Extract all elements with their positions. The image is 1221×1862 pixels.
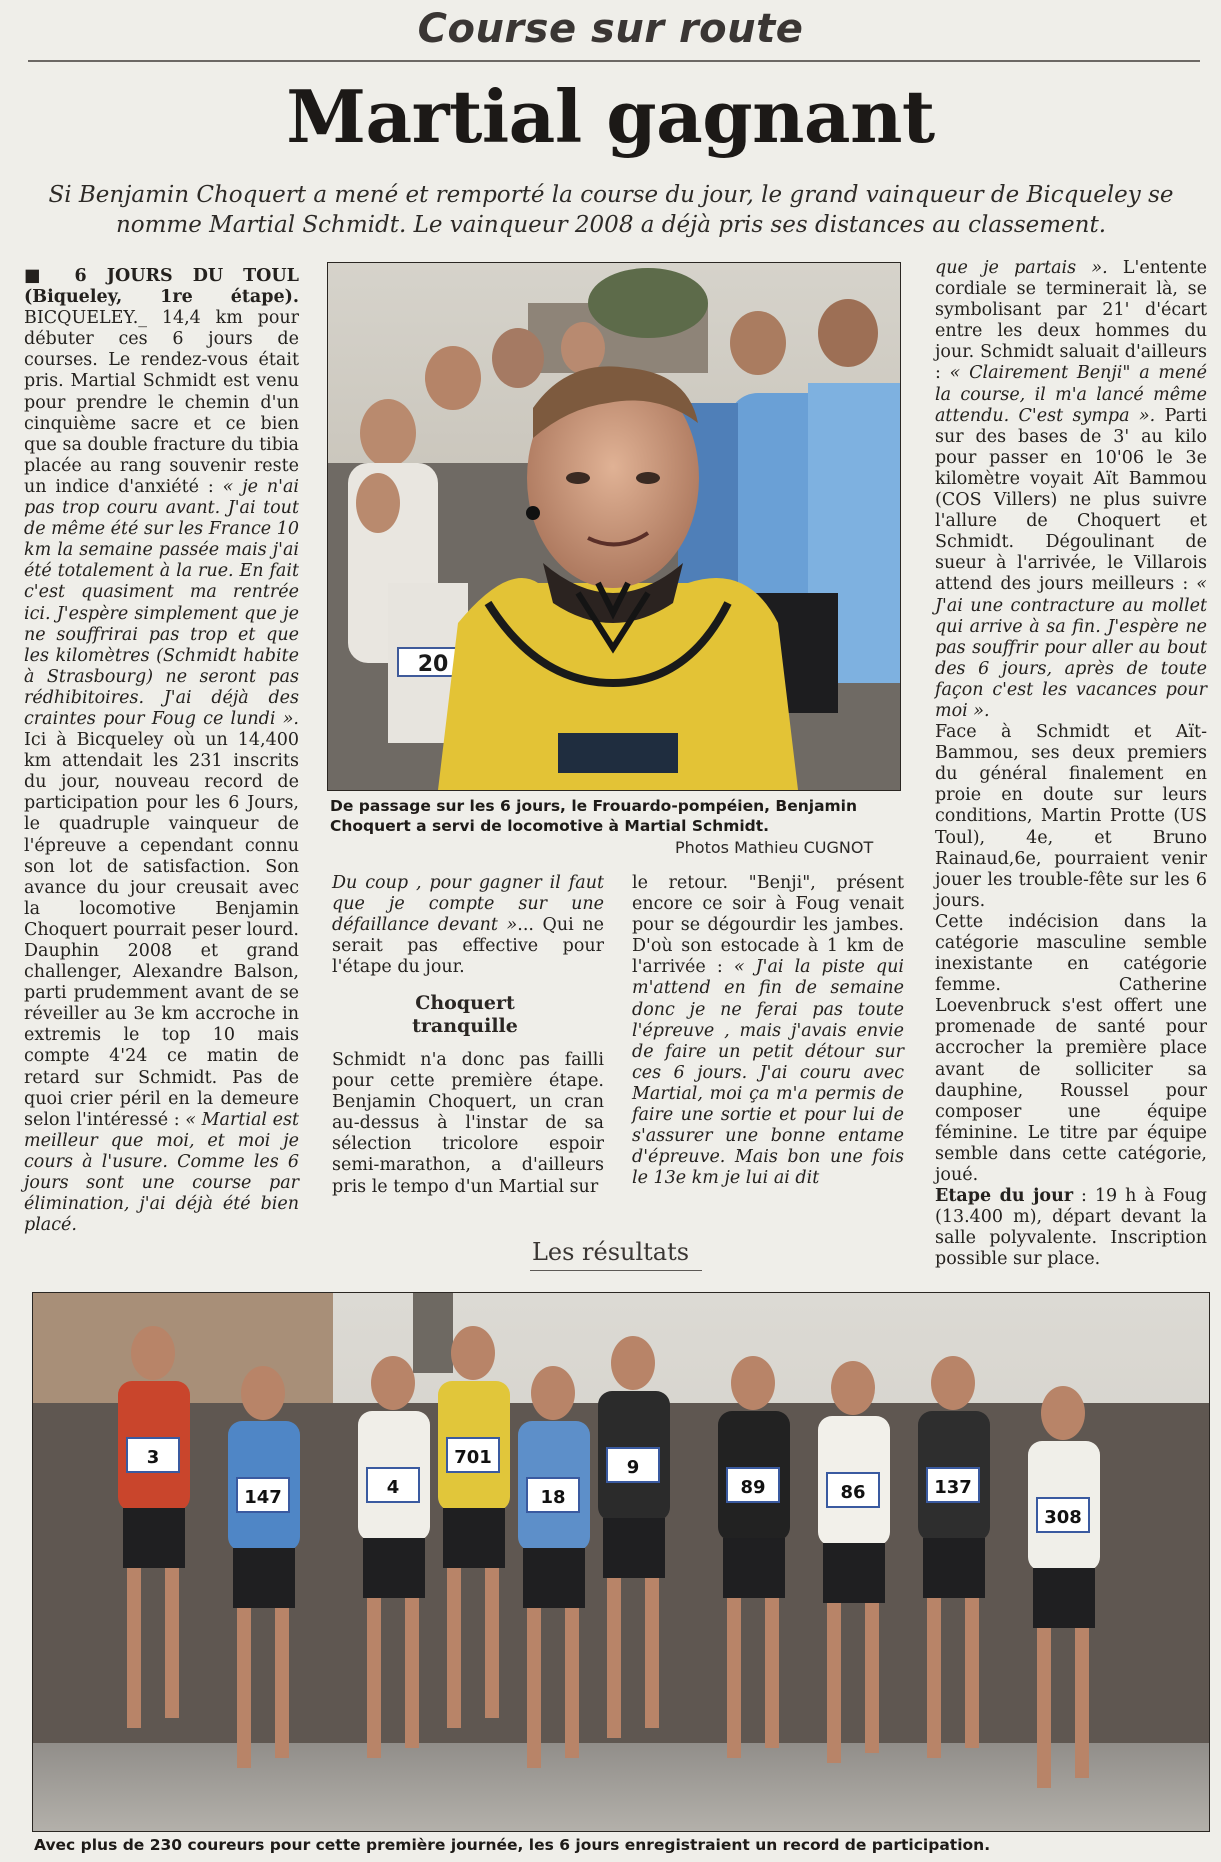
- bib-number: 3: [146, 1447, 160, 1468]
- article-column-1: [24, 266, 299, 1236]
- col4-quote3: « J'ai une contracture au mollet qui arrive à sa fin. J'espère ne pas souffrir pour aller au bout des 6 jours, après de toute façon c'est les vacances pour moi ».: [935, 574, 1207, 721]
- bib-number: 147: [244, 1487, 282, 1508]
- col4-p2: Parti sur des bases de 3' au kilo pour passer en 10'06 le 3e kilomètre voyait Aït Bammou (COS Villers) ne plus suivre l'allure de Choquert et Schmidt. Dégoulinant de sueur à l'arrivée, le Villarois attend des jours meilleurs :: [935, 405, 1207, 595]
- bib-number: 9: [626, 1457, 640, 1478]
- photo-peloton-image: [33, 1293, 1209, 1831]
- col4-p1: L'entente cordiale se terminerait là, se symbolisant par 21' d'écart entre les deux hommes du jour. Schmidt saluait d'ailleurs :: [935, 258, 1207, 384]
- article-column-2: [332, 873, 604, 978]
- results-rule: [530, 1270, 702, 1271]
- col1-quote2: « Martial est meilleur que moi, et moi je cours à l'usure. Comme les 6 jours sont une course par élimination, j'ai déjà été bien placé.: [24, 1109, 299, 1236]
- bib-number: 18: [540, 1487, 566, 1508]
- col2-quote: Du coup , pour gagner il faut que je compte sur une défaillance devant »: [332, 873, 604, 936]
- photo1-caption: De passage sur les 6 jours, le Frouardo-pompéien, Benjamin Choquert a servi de locomotive à Martial Schmidt.: [330, 797, 858, 835]
- subhead-choquert: Choquert tranquille: [412, 992, 518, 1037]
- etape-label: Etape du jour: [935, 1186, 1074, 1207]
- photo-choquert: [327, 262, 901, 791]
- bib-number: 701: [454, 1447, 492, 1468]
- rubric-rule: [28, 60, 1200, 62]
- col3-quote: « J'ai la piste qui m'attend en fin de semaine donc je ne ferai pas toute l'épreuve , mais j'avais envie de faire un petit détour sur ces 6 jours. J'ai couru avec Martial, moi ça m'a permis de faire une sortie et pour lui de s'assurer une bonne entame d'épreuve. Mais bon une fois le 13e km je lui ai dit: [632, 957, 904, 1189]
- etape-text: : 19 h à Foug (13.400 m), départ devant la salle polyvalente. Inscription possible sur place.: [935, 1186, 1207, 1270]
- article-column-2b: [332, 1050, 604, 1198]
- col4-p3: Face à Schmidt et Aït-Bammou, ses deux premiers du général finalement en proie en doute sur leurs conditions, Martin Protte (US Toul), 4e, et Bruno Rainaud,6e, pourraient venir jouer les trouble-fête sur les 6 jours.: [935, 722, 1207, 911]
- photo-choquert-image: [328, 263, 900, 790]
- photo-credit: Photos Mathieu CUGNOT: [675, 838, 874, 857]
- col2-paragraph: Schmidt n'a donc pas failli pour cette première étape. Benjamin Choquert, un cran au-dessus à l'instar de sa sélection tricolore espoir semi-marathon, a d'ailleurs pris le tempo d'un Martial sur: [332, 1050, 604, 1197]
- bib-number: 89: [740, 1477, 766, 1498]
- chapeau: Si Benjamin Choquert a mené et remporté la course du jour, le grand vainqueur de Bicqueley se nomme Martial Schmidt. Le vainqueur 2008 a déjà pris ses distances au classement.: [48, 182, 1174, 238]
- col3-paragraph: le retour. "Benji", présent encore ce soir à Foug venait pour se dégourdir les jambes. D'où son estocade à 1 km de l'arrivée :: [632, 873, 904, 978]
- col1-quote: « je n'ai pas trop couru avant. J'ai tout de même été sur les France 10 km la semaine passée mais j'ai été totalement à la rue. En fait c'est quasiment ma rentrée ici. J'espère simplement que je ne souffrirai pas trop et que les kilomètres (Schmidt habite à Strasbourg) ne seront pas rédhibitoires. J'ai déjà des craintes pour Foug ce lundi ».: [24, 476, 299, 729]
- article-column-3: [632, 873, 904, 1189]
- bib-number: 308: [1044, 1507, 1082, 1528]
- col4-p4: Cette indécision dans la catégorie masculine semble inexistante en catégorie femme. Catherine Loevenbruck s'est offert une promenade de santé pour accrocher la première place avant de solliciter sa dauphine, Roussel pour composer une équipe féminine. Le titre par équipe semble dans cette catégorie, joué.: [935, 911, 1207, 1186]
- col1-intro: BICQUELEY._ 14,4 km pour débuter ces 6 jours de courses. Le rendez-vous était pris. Martial Schmidt est venu pour prendre le chemin d'un cinquième sacre et ce bien que sa double fracture du tibia placée au rang souvenir reste un indice d'anxiété :: [24, 308, 299, 497]
- col2-rest: ... Qui ne serait pas effective pour l'étape du jour.: [332, 915, 605, 978]
- results-title: Les résultats: [531, 1238, 690, 1266]
- kicker: ■ 6 JOURS DU TOUL (Biqueley, 1re étape).: [24, 266, 299, 308]
- photo2-caption: Avec plus de 230 coureurs pour cette première journée, les 6 jours enregistraient un record de participation.: [34, 1836, 991, 1854]
- bib-number: 4: [386, 1477, 400, 1498]
- article-column-4: [935, 258, 1207, 1271]
- col4-quote-start: que je partais ».: [935, 258, 1108, 278]
- col4-quote2: « Clairement Benji" a mené la course, il m'a lancé même attendu. C'est sympa ».: [935, 363, 1207, 426]
- section-rubric: Course sur route: [417, 6, 804, 52]
- bib-number: 86: [840, 1482, 866, 1503]
- bib-number: 137: [934, 1477, 972, 1498]
- photo-peloton: [32, 1292, 1210, 1832]
- bib-number-left: 20: [417, 652, 449, 677]
- col1-rest: Ici à Bicqueley où un 14,400 km attendait les 231 inscrits du jour, nouveau record de participation pour les 6 Jours, le quadruple vainqueur de l'épreuve a cependant connu son lot de satisfaction. Son avance du jour creusait avec la locomotive Benjamin Choquert pourrait peser lourd. Dauphin 2008 et grand challenger, Alexandre Balson, parti prudemment avant de se réveiller au 3e km accroche in extremis le top 10 mais compte 4'24 ce matin de retard sur Schmidt. Pas de quoi crier péril en la demeure selon l'intéressé :: [24, 730, 299, 1130]
- headline: Martial gagnant: [286, 74, 935, 159]
